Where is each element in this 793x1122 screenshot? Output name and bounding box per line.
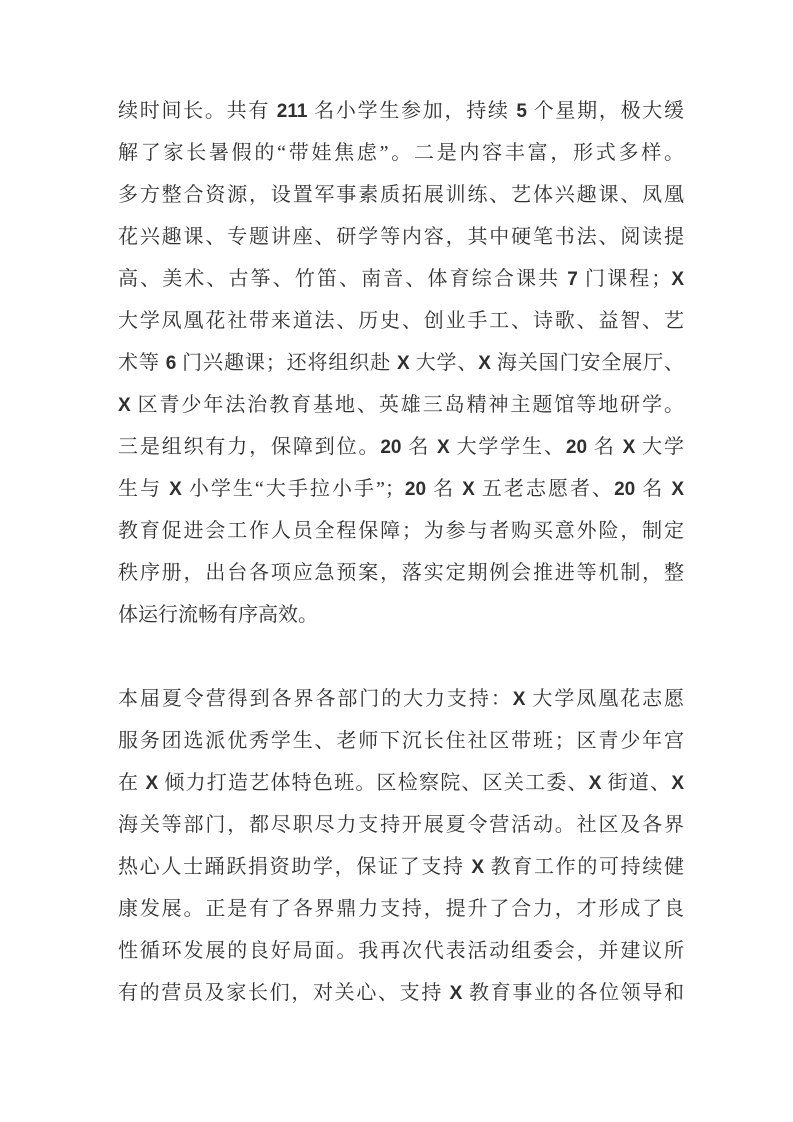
text-line: 术等 6 门兴趣课；还将组织赴 X 大学、X 海关国门安全展厅、 — [118, 352, 684, 374]
latin-text: X — [471, 857, 485, 878]
latin-text: X — [449, 983, 463, 1004]
text-line: 教育促进会工作人员全程保障；为参与者购买意外险，制定 — [118, 520, 684, 542]
text-line: 康发展。正是有了各界鼎力支持，提升了合力，才形成了良 — [118, 898, 684, 920]
latin-text: X — [118, 395, 131, 416]
latin-text: X — [169, 479, 182, 500]
text-line: 服务团选派优秀学生、老师下沉长住社区带班；区青少年宫 — [118, 730, 684, 752]
text-line: 秩序册，出台各项应急预案，落实定期例会推进等机制，整 — [118, 562, 684, 584]
latin-text: X — [145, 773, 159, 794]
text-line: 大学凤凰花社带来道法、历史、创业手工、诗歌、益智、艺 — [118, 310, 684, 332]
text-line: 解了家长暑假的“带娃焦虑”。二是内容丰富，形式多样。 — [118, 142, 684, 164]
text-line: 体运行流畅有序高效。 — [118, 604, 318, 626]
text-line: 海关等部门，都尽职尽力支持开展夏令营活动。社区及各界 — [118, 814, 684, 836]
text-line: 热心人士踊跃捐资助学，保证了支持 X 教育工作的可持续健 — [118, 856, 684, 878]
latin-text: X — [671, 773, 684, 794]
paragraph-1 — [118, 90, 684, 636]
latin-text: X — [478, 353, 491, 374]
latin-text: 20 — [404, 479, 427, 500]
latin-text: X — [462, 479, 475, 500]
latin-text: 20 — [565, 437, 588, 458]
paragraph-2 — [118, 678, 684, 1014]
text-line: 续时间长。共有 211 名小学生参加，持续 5 个星期，极大缓 — [118, 100, 684, 122]
latin-text: 6 — [165, 353, 177, 374]
text-line: 生与 X 小学生“大手拉小手”；20 名 X 五老志愿者、20 名 X — [118, 478, 684, 500]
text-line: 本届夏令营得到各界各部门的大力支持：X 大学凤凰花志愿 — [118, 688, 684, 710]
latin-text: 211 — [276, 101, 308, 122]
latin-text: X — [671, 269, 684, 290]
latin-text: 20 — [380, 437, 402, 458]
text-line: 在 X 倾力打造艺体特色班。区检察院、区关工委、X 街道、X — [118, 772, 684, 794]
text-line: 性循环发展的良好局面。我再次代表活动组委会，并建议所 — [118, 940, 684, 962]
latin-text: 5 — [516, 101, 527, 122]
document-body — [118, 90, 684, 1014]
latin-text: X — [588, 773, 602, 794]
text-line: 三是组织有力，保障到位。20 名 X 大学学生、20 名 X 大学 — [118, 436, 684, 458]
latin-text: X — [437, 437, 450, 458]
latin-text: 20 — [614, 479, 636, 500]
latin-text: X — [512, 689, 526, 710]
text-line: 花兴趣课、专题讲座、研学等内容，其中硬笔书法、阅读提 — [118, 226, 684, 248]
latin-text: 7 — [567, 269, 578, 290]
latin-text: X — [397, 353, 410, 374]
text-line: 高、美术、古筝、竹笛、南音、体育综合课共 7 门课程；X — [118, 268, 684, 290]
latin-text: X — [671, 479, 684, 500]
latin-text: X — [622, 437, 636, 458]
text-line: X 区青少年法治教育基地、英雄三岛精神主题馆等地研学。 — [118, 394, 684, 416]
text-line: 有的营员及家长们，对关心、支持 X 教育事业的各位领导和 — [118, 982, 684, 1004]
text-line: 多方整合资源，设置军事素质拓展训练、艺体兴趣课、凤凰 — [118, 184, 684, 206]
